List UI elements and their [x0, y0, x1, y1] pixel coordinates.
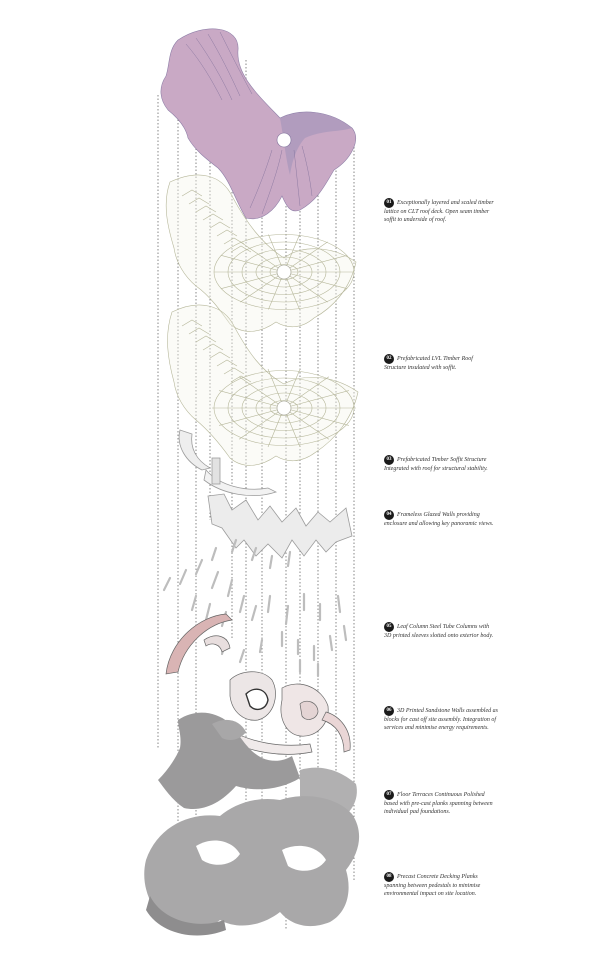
layer-label-01: [384, 198, 534, 224]
layer-description-line2: lattice on CLT roof deck. Open seam timber: [384, 209, 490, 215]
layer-description: Precast Concrete Decking Planks: [397, 874, 478, 880]
layer-description-line3: environmental impact on site location.: [384, 891, 477, 897]
layer-description: Prefabricated Timber Soffit Structure: [397, 457, 487, 463]
column-tube: [164, 578, 170, 590]
layer-description-line2: based with pre-cast planks spanning between: [384, 801, 493, 807]
column-tube: [270, 556, 272, 568]
layer-description: Floor Terraces Continuous Polished: [397, 792, 485, 798]
column-tube: [240, 650, 244, 662]
layer-description-line3: services and minimise energy requirements.: [384, 725, 489, 731]
glazed-wall-zigzag: [208, 494, 352, 558]
layer-description-line3: individual pad foundations.: [384, 809, 451, 815]
column-tube: [212, 572, 218, 588]
layer-description-line2: spanning between pedestals to minimise: [384, 883, 481, 889]
layer-description: Frameless Glazed Walls providing: [397, 512, 480, 518]
layer-description-line2: enclosure and allowing key panoramic views.: [384, 521, 494, 527]
column-tube: [268, 596, 270, 612]
sandstone-wall-block-a: [204, 636, 230, 652]
soffit-oculus: [277, 401, 291, 415]
layer-description-line2: blocks for cast off site assembly. Integration of: [384, 717, 496, 723]
leaf-columns-layer: [164, 540, 346, 676]
column-tube: [344, 626, 346, 640]
decking-platform: [144, 796, 359, 931]
layer-label-04: [384, 510, 534, 528]
layer-description-line2: 3D printed sleeves slotted onto exterior body.: [384, 633, 494, 639]
layer-label-06: [384, 706, 534, 732]
layer-label-02: [384, 354, 534, 372]
layer-description: Exceptionally layered and scaled timber: [397, 200, 494, 206]
layer-number-badge: 02: [384, 354, 394, 364]
layer-number-badge: 01: [384, 198, 394, 208]
glazed-wall-frame: [212, 458, 220, 484]
layer-description: Leaf Column Steel Tube Columns with: [397, 624, 490, 630]
layer-number-badge: 07: [384, 790, 394, 800]
column-tube: [192, 596, 196, 610]
layer-number-badge: 03: [384, 455, 394, 465]
layer-description: 3D Printed Sandstone Walls assembled as: [397, 708, 498, 714]
column-tube: [330, 636, 332, 650]
layer-description-line2: Integrated with roof for structural stability.: [384, 466, 488, 472]
column-tube: [338, 596, 340, 612]
column-tube: [196, 560, 202, 574]
column-tube: [252, 606, 256, 620]
column-tube: [212, 548, 216, 560]
layer-description-line3: soffit to underside of roof.: [384, 217, 447, 223]
decking-layer: [144, 796, 359, 935]
layer-label-08: [384, 872, 534, 898]
roof-oculus: [277, 133, 291, 147]
glazed-wall-curve-left: [179, 430, 210, 470]
column-tube: [240, 596, 244, 612]
layer-label-07: [384, 790, 534, 816]
layer-number-badge: 08: [384, 872, 394, 882]
layer-number-badge: 05: [384, 622, 394, 632]
column-tube: [228, 580, 232, 596]
layer-number-badge: 06: [384, 706, 394, 716]
column-tube: [288, 552, 290, 566]
layer-label-03: [384, 455, 534, 473]
column-tube: [260, 640, 262, 652]
layer-description-line2: Structure insulated with soffit.: [384, 365, 457, 371]
layer-number-badge: 04: [384, 510, 394, 520]
layer-label-05: [384, 622, 534, 640]
layer-description: Prefabricated LVL Timber Roof: [397, 356, 473, 362]
column-tube: [180, 570, 186, 584]
lattice-roof-oculus: [277, 265, 291, 279]
